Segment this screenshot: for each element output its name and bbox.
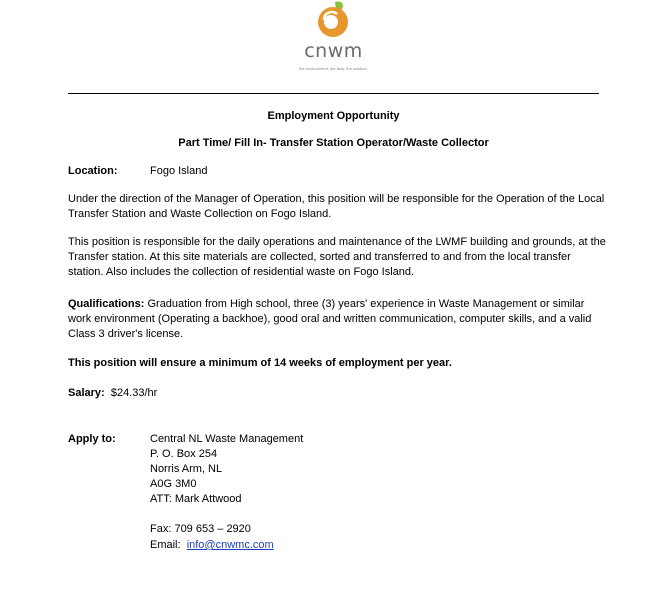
email-label: Email: <box>150 539 181 551</box>
apply-label: Apply to: <box>68 433 116 445</box>
document-heading: Employment Opportunity <box>267 110 400 122</box>
company-logo <box>0 0 667 80</box>
header-divider <box>68 93 599 94</box>
address-line-box: P. O. Box 254 <box>150 448 218 460</box>
address-line-org: Central NL Waste Management <box>150 433 304 445</box>
brand-tagline: the environment, the duty, the solution. <box>299 66 368 71</box>
position-title: Part Time/ Fill In- Transfer Station Operator/Waste Collector <box>178 137 489 149</box>
location-value: Fogo Island <box>150 165 208 177</box>
location-label: Location: <box>68 165 118 177</box>
paragraph-direction: Under the direction of the Manager of Operation, this position will be responsible for the Operation of the Local Transfer Station and Waste Collection on Fogo Island. <box>68 193 605 220</box>
address-line-attention: ATT: Mark Attwood <box>150 493 242 505</box>
salary-value: $24.33/hr <box>110 387 158 399</box>
qualifications-paragraph <box>68 297 608 342</box>
email-link[interactable]: info@cnwmc.com <box>186 539 274 551</box>
salary-line <box>68 386 157 401</box>
qualifications-label: Qualifications: <box>68 298 145 310</box>
email-line <box>150 538 274 553</box>
salary-label: Salary: <box>68 387 105 399</box>
brand-name: cnwm <box>304 40 363 62</box>
minimum-weeks-note: This position will ensure a minimum of 14 weeks of employment per year. <box>68 357 452 369</box>
qualifications-text: Graduation from High school, three (3) years' experience in Waste Management or similar work environment (Operating a backhoe), good oral and written communication, computer skills, and a valid Class 3 driver's license. <box>68 298 592 340</box>
cnwm-logo-icon <box>311 0 357 42</box>
address-line-city: Norris Arm, NL <box>150 463 223 475</box>
fax-number: Fax: 709 653 – 2920 <box>150 523 251 535</box>
address-line-postal: A0G 3M0 <box>150 478 197 490</box>
paragraph-responsibilities: This position is responsible for the daily operations and maintenance of the LWMF building and grounds, at the Transfer station. At this site materials are collected, sorted and transferred to and from the local transfer station. Also includes the collection of residential waste on Fogo Island. <box>68 236 606 278</box>
